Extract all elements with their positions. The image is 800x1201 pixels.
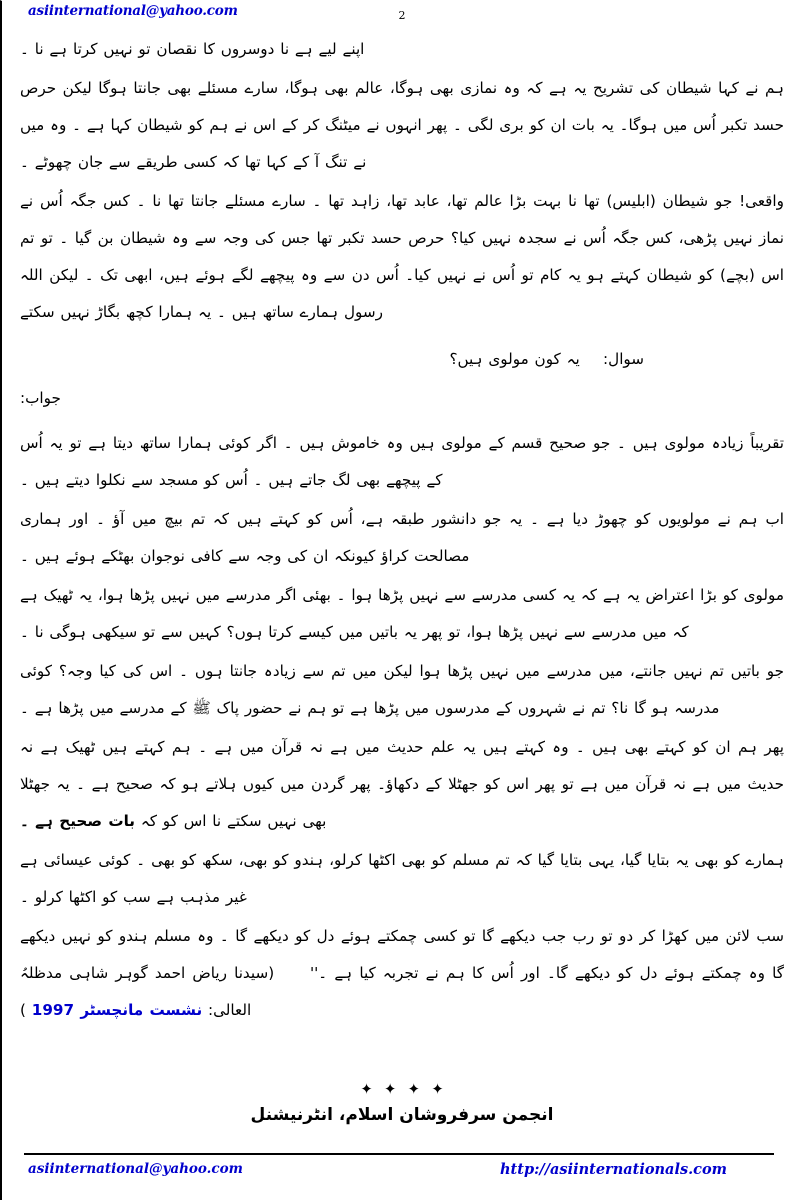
paragraph: واقعی! جو شیطان (ابلیس) تھا نا بہت بڑا عالم تھا، عابد تھا، زاہد تھا ۔ سارے مسئلے جانتا تھا نا ۔ کس جگہ اُس نے نماز نہیں پڑھی، کس جگہ اُس نے سجدہ نہیں کیا؟ حرص حسد تکبر تھا جس کی وجہ سے وہ شیطان بن گیا ۔ تو تم اس (بچے) کو شیطان کہتے ہو یہ کام تو اُس نے نہیں کیا۔ اُس دن سے وہ پیچھے لگے ہوئے ہیں، ابھی تک ۔ لیکن اللہ رسول ہمارے ساتھ ہیں ۔ یہ ہمارا کچھ بگاڑ نہیں سکتے (20, 192, 784, 321)
paragraph (20, 729, 784, 840)
paragraph: ہمارے کو بھی یہ بتایا گیا، یہی بتایا گیا کہ تم مسلم کو بھی اکٹھا کرلو، ہندو کو بھی، سکھ کو بھی ۔ کوئی عیسائی ہے غیر مذہب ہے سب کو اکٹھا کرلو ۔ (20, 851, 784, 906)
emphasized-phrase: بات صحیح ہے ۔ (20, 812, 135, 830)
paragraph-text: پھر ہم ان کو کہتے بھی ہیں ۔ وہ کہتے ہیں یہ علم حدیث میں ہے نہ قرآن میں ہے ۔ ہم کہتے ہیں ٹھیک ہے نہ حدیث میں ہے نہ قرآن میں ہے تو پھر اس کو جھٹلا کے دکھاؤ۔ پھر گردن میں کیوں ہلاتے ہو کہ صحیح ہے ۔ یہ جھٹلا بھی نہیں سکتے نا اس کو کہ (20, 738, 784, 830)
question-line (20, 341, 784, 378)
header-email-link[interactable]: asiinternational@yahoo.com (28, 3, 238, 19)
page-number: 2 (398, 9, 406, 22)
diamond-icon: ✦ (407, 1080, 421, 1098)
paragraph-with-citation (20, 918, 784, 1029)
document-body (20, 31, 784, 1066)
question-text: یہ کون مولوی ہیں؟ (449, 350, 580, 368)
footer-divider (24, 1153, 774, 1155)
paragraph: اب ہم نے مولویوں کو چھوڑ دیا ہے ۔ یہ جو دانشور طبقہ ہے، اُس کو کہتے ہیں کہ تم بیچ میں آؤ ۔ اور ہماری مصالحت کراؤ کیونکہ ان کی وجہ سے کافی نوجوان بھٹکے ہوئے ہیں ۔ (20, 510, 784, 565)
diamond-icon: ✦ (360, 1080, 373, 1098)
paragraph: تقریباً زیادہ مولوی ہیں ۔ جو صحیح قسم کے مولوی ہیں وہ خاموش ہیں ۔ اگر کوئی ہمارا ساتھ دیتا ہے تو یہ اُس کے پیچھے بھی لگ جاتے ہیں ۔ اُس کو مسجد سے نکلوا دیتے ہیں ۔ (20, 434, 784, 489)
question-label: سوال: (603, 350, 644, 368)
paragraph: مولوی کو بڑا اعتراض یہ ہے کہ یہ کسی مدرسے سے نہیں پڑھا ہوا ۔ بھئی اگر مدرسے میں نہیں پڑھا ہوا، یہ ٹھیک ہے کہ میں مدرسے سے نہیں پڑھا ہوا، تو پھر یہ باتیں میں کیسے کرتا ہوں؟ کہیں سے تو سیکھی ہوگی نا ۔ (20, 586, 784, 641)
paragraph-text: سب لائن میں کھڑا کر دو تو رب جب دیکھے گا تو کسی چمکتے ہوئے دل کو دیکھے گا ۔ وہ مسلم ہندو کو نہیں دیکھے گا وہ چمکتے ہوئے دل کو دیکھے گا۔ اور اُس کا ہم نے تجربہ کیا ہے ۔'' (20, 927, 785, 982)
paragraph: جو باتیں تم نہیں جانتے، میں مدرسے میں نہیں پڑھا ہوا لیکن میں تم سے زیادہ جانتا ہوں ۔ اس کی کیا وجہ؟ کوئی مدرسہ ہو گا نا؟ تم نے شہروں کے مدرسوں میں پڑھا ہے تو ہم نے حضور پاک ﷺ کے مدرسے میں پڑھا ہے ۔ (20, 662, 784, 717)
ornament-divider (2, 1079, 800, 1098)
footer-website-link[interactable]: http://asiinternationals.com (500, 1161, 728, 1178)
diamond-icon: ✦ (383, 1080, 397, 1098)
paragraph: اپنے لیے ہے نا دوسروں کا نقصان تو نہیں کرتا ہے نا ۔ (20, 40, 365, 58)
answer-label: جواب: (20, 389, 61, 407)
footer-email-link[interactable]: asiinternational@yahoo.com (28, 1161, 243, 1177)
page-header (2, 1, 800, 31)
diamond-icon: ✦ (431, 1080, 444, 1098)
page-footer (2, 1153, 800, 1201)
citation-text: (سیدنا ریاض احمد گوہر شاہی مدظلہُ العالی: (20, 964, 275, 1019)
citation-highlight: نشست مانچسٹر 1997 (31, 1001, 203, 1019)
organization-name: انجمن سرفروشان اسلام، انٹرنیشنل (250, 1105, 554, 1125)
paragraph: ہم نے کہا شیطان کی تشریح یہ ہے کہ وہ نمازی بھی ہوگا، عالم بھی ہوگا، سارے مسئلے بھی جانتا ہوگا لیکن حرص حسد تکبر اُس میں ہوگا۔ یہ بات ان کو بری لگی ۔ پھر انہوں نے میٹنگ کر کے اس نے ہم کو شیطان کہا ہے ۔ وہ میں نے تنگ آ کے کہا تھا کہ کسی طریقے سے جان چھوٹے ۔ (20, 79, 784, 171)
citation-close: ) (20, 1001, 32, 1019)
